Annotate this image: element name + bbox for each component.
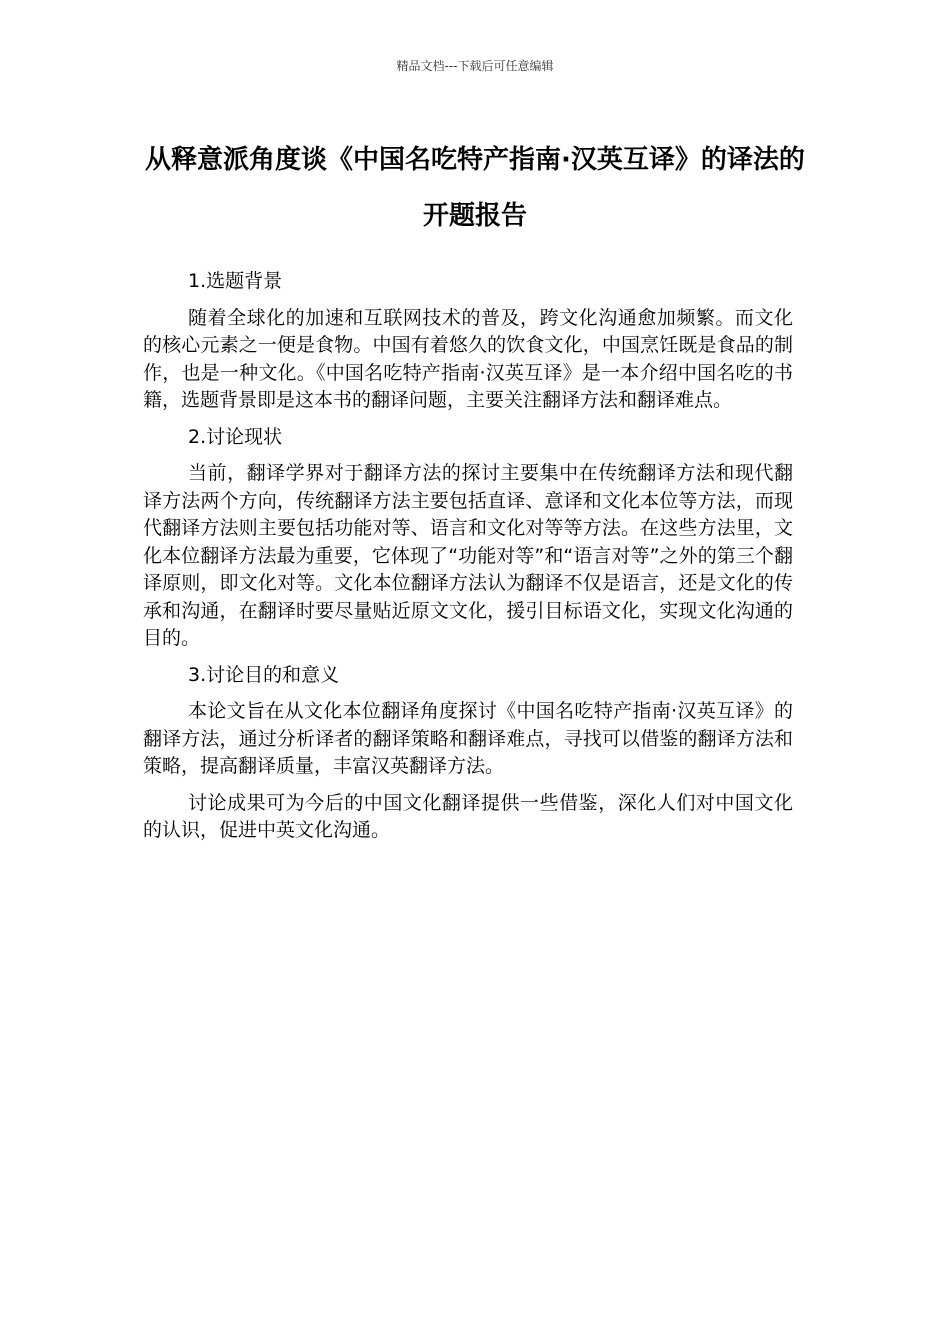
document-title: 从释意派角度谈《中国名吃特产指南·汉英互译》的译法的开题报告 [145,145,805,231]
section-heading-purpose: 3.讨论目的和意义 [188,663,340,686]
header-note: 精品文档---下载后可任意编辑 [396,59,554,73]
section-heading-status: 2.讨论现状 [188,425,283,448]
section-heading-background: 1.选题背景 [188,270,283,292]
paragraph-status: 当前，翻译学界对于翻译方法的探讨主要集中在传统翻译方法和现代翻译方法两个方向，传统翻译方法主要包括直译、意译和文化本位等方法，而现代翻译方法则主要包括功能对等、语言和文化对等等方法。在这些方法里，文化本位翻译方法最为重要，它体现了“功能对等”和“语言对等”之外的第三个翻译原则，即文化对等。文化本位翻译方法认为翻译不仅是语言，还是文化的传承和沟通，在翻译时要尽量贴近原文文化，援引目标语文化，实现文化沟通的目的。 [143,462,793,649]
document-body [143,268,793,854]
paragraph-significance: 讨论成果可为今后的中国文化翻译提供一些借鉴，深化人们对中国文化的认识，促进中英文化沟通。 [143,791,793,841]
paragraph-purpose: 本论文旨在从文化本位翻译角度探讨《中国名吃特产指南·汉英互译》的翻译方法，通过分析译者的翻译策略和翻译难点，寻找可以借鉴的翻译方法和策略，提高翻译质量，丰富汉英翻译方法。 [143,700,793,777]
paragraph-background: 随着全球化的加速和互联网技术的普及，跨文化沟通愈加频繁。而文化的核心元素之一便是食物。中国有着悠久的饮食文化，中国烹饪既是食品的制作，也是一种文化。《中国名吃特产指南·汉英互译》是一本介绍中国名吃的书籍，选题背景即是这本书的翻译问题，主要关注翻译方法和翻译难点。 [143,306,793,411]
